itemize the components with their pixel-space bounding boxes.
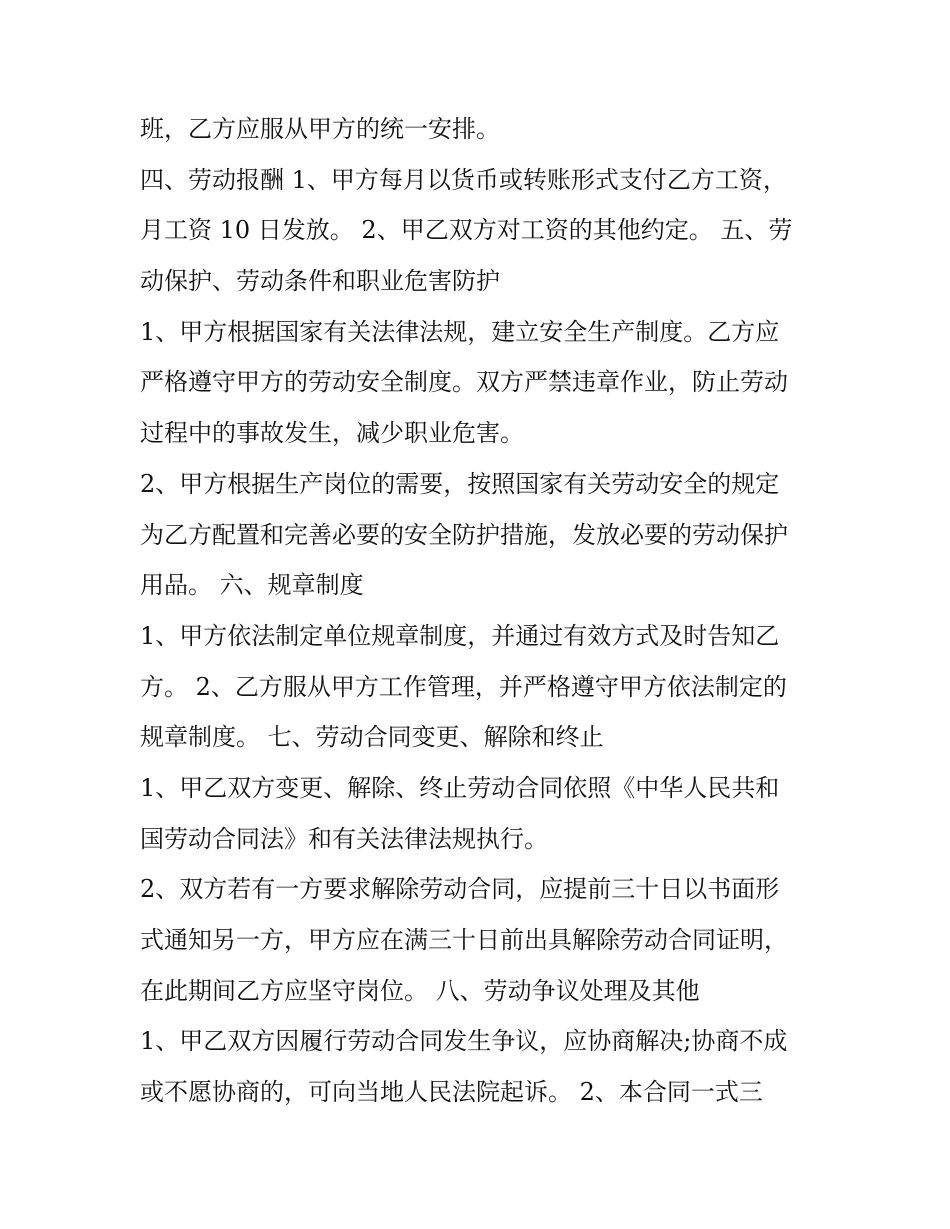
text-line: 1、甲方根据国家有关法律法规，建立安全生产制度。乙方应 bbox=[140, 317, 780, 346]
text-line: 2、双方若有一方要求解除劳动合同，应提前三十日以书面形 bbox=[140, 875, 780, 904]
text-line: 国劳动合同法》和有关法律法规执行。 bbox=[140, 824, 548, 853]
text-line: 2、甲方根据生产岗位的需要，按照国家有关劳动安全的规定 bbox=[140, 469, 780, 498]
text-line: 1、甲乙双方因履行劳动合同发生争议，应协商解决;协商不成 bbox=[140, 1027, 788, 1056]
text-line: 为乙方配置和完善必要的安全防护措施，发放必要的劳动保护 bbox=[140, 520, 788, 549]
text-line: 1、甲乙双方变更、解除、终止劳动合同依照《中华人民共和 bbox=[140, 773, 780, 802]
text-line: 方。 2、乙方服从甲方工作管理，并严格遵守甲方依法制定的 bbox=[140, 672, 787, 701]
document-body bbox=[140, 104, 820, 1118]
text-line: 式通知另一方，甲方应在满三十日前出具解除劳动合同证明， bbox=[140, 926, 788, 954]
text-line: 班，乙方应服从甲方的统一安排。 bbox=[140, 115, 500, 143]
text-line: 在此期间乙方应坚守岗位。 八、劳动争议处理及其他 bbox=[140, 976, 700, 1005]
text-line: 或不愿协商的，可向当地人民法院起诉。 2、本合同一式三 bbox=[140, 1078, 763, 1107]
text-line: 严格遵守甲方的劳动安全制度。双方严禁违章作业，防止劳动 bbox=[140, 368, 788, 397]
text-line: 动保护、劳动条件和职业危害防护 bbox=[140, 267, 500, 296]
text-line: 四、劳动报酬 1、甲方每月以货币或转账形式支付乙方工资， bbox=[140, 165, 787, 194]
text-line: 月工资 10 日发放。 2、甲乙双方对工资的其他约定。 五、劳 bbox=[140, 216, 793, 245]
text-line: 用品。 六、规章制度 bbox=[140, 571, 364, 600]
text-line: 规章制度。 七、劳动合同变更、解除和终止 bbox=[140, 723, 604, 752]
text-line: 过程中的事故发生，减少职业危害。 bbox=[140, 419, 524, 448]
text-line: 1、甲方依法制定单位规章制度，并通过有效方式及时告知乙 bbox=[140, 621, 780, 650]
